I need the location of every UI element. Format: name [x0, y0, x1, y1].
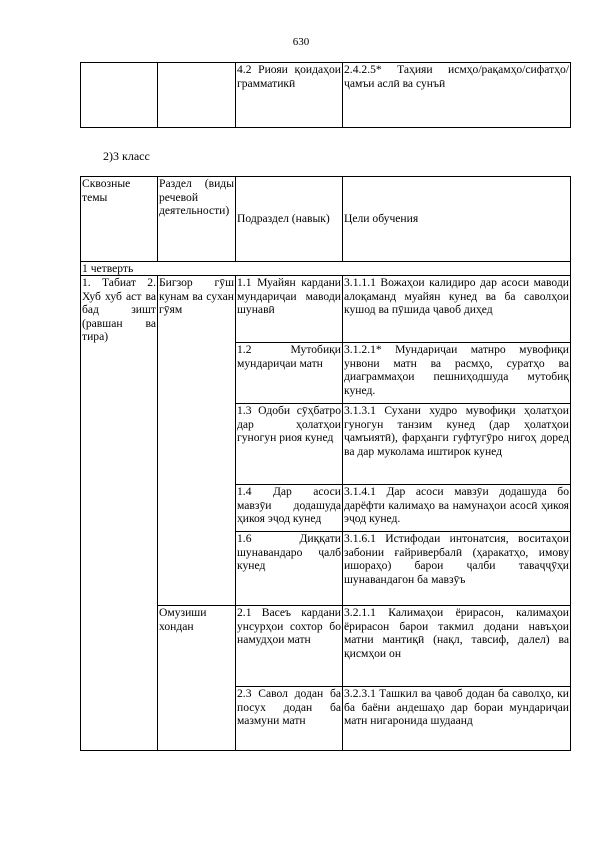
section-cell: Бигзор гӯш кунам ва сухан гӯям: [158, 276, 236, 606]
goal-cell: 3.2.1.1 Калимаҳои ёрирасон, калимаҳои ёрирасон барои такмил додани навъҳои матни мантиқӣ (нақл, тавсиф, далел) ва қисмҳои он: [343, 606, 571, 687]
header-themes: Сквозные темы: [81, 177, 158, 262]
table-cell: [81, 63, 158, 128]
table-cell: 4.2 Риояи қоидаҳои грамматикӣ: [236, 63, 343, 128]
subsection-cell: 2.3 Савол додан ба посух додан ба мазмуни матн: [236, 687, 343, 751]
goal-cell: 3.1.3.1 Сухани худро мувофиқи ҳолатҳои гуногун танзим кунед (дар ҳолатҳои ҷамъиятӣ), фарҳанги гуфтугӯро нигоҳ доред ва дар муколама иштирок кунед: [343, 404, 571, 485]
quarter-row: [81, 262, 571, 276]
theme-cell: 1. Табиат 2. Хуб хуб аст ва бад зишт (равшан ва тира): [81, 276, 158, 751]
subsection-cell: 1.3 Одоби сӯҳбатро дар ҳолатҳои гуногун риоя кунед: [236, 404, 343, 485]
subsection-cell: 1.4 Дар асоси мавзӯи додашуда ҳикоя эҷод кунед: [236, 485, 343, 532]
table-row: [81, 276, 571, 343]
table-cell: [158, 63, 236, 128]
goal-cell: 3.2.3.1 Ташкил ва ҷавоб додан ба саволҳо, ки ба баёни андешаҳо дар бораи мундариҷаи матн нигаронида шудаанд: [343, 687, 571, 751]
subsection-cell: 2.1 Васеъ кардани унсурҳои сохтор бо намудҳои матн: [236, 606, 343, 687]
section-cell: Омузиши хондан: [158, 606, 236, 751]
quarter-label: 1 четверть: [81, 262, 571, 276]
table-cell: 2.4.2.5* Таҳияи исмҳо/рақамҳо/сифатҳо/ҷамъи аслӣ ва сунъӣ: [343, 63, 571, 128]
subsection-cell: 1.6 Диққати шунавандаро ҷалб кунед: [236, 532, 343, 606]
header-row: [81, 177, 571, 262]
header-section: Раздел (виды речевой деятельности): [158, 177, 236, 262]
subsection-cell: 1.2 Мутобиқи мундариҷаи матн: [236, 343, 343, 404]
goal-cell: 3.1.2.1* Мундариҷаи матнро мувофиқи унвони матн ва расмҳо, суратҳо ва диаграммаҳои пешниҳодшуда мутобиқ кунед.: [343, 343, 571, 404]
header-goals: Цели обучения: [343, 177, 571, 262]
page-number: 630: [292, 36, 310, 48]
top-table: [80, 62, 571, 128]
section-title: 2)3 класс: [103, 149, 150, 163]
curriculum-table: [80, 176, 571, 751]
goal-cell: 3.1.4.1 Дар асоси мавзӯи додашуда бо дарёфти калимаҳо ва намунаҳои асосӣ ҳикоя эҷод кунед.: [343, 485, 571, 532]
goal-cell: 3.1.6.1 Истифодаи интонатсия, воситаҳои забонии ғайривербалӣ (ҳаракатҳо, имову ишораҳо) барои ҷалби таваҷҷӯҳи шунавандагон ба мавзӯъ: [343, 532, 571, 606]
table-row: [81, 63, 571, 128]
header-subsection: Подраздел (навык): [236, 177, 343, 262]
goal-cell: 3.1.1.1 Вожаҳои калидиро дар асоси маводи алоқаманд муайян кунед ва ба саволҳои кушод ва пӯшида ҷавоб диҳед: [343, 276, 571, 343]
subsection-cell: 1.1 Муайян кардани мундариҷаи маводи шунавӣ: [236, 276, 343, 343]
